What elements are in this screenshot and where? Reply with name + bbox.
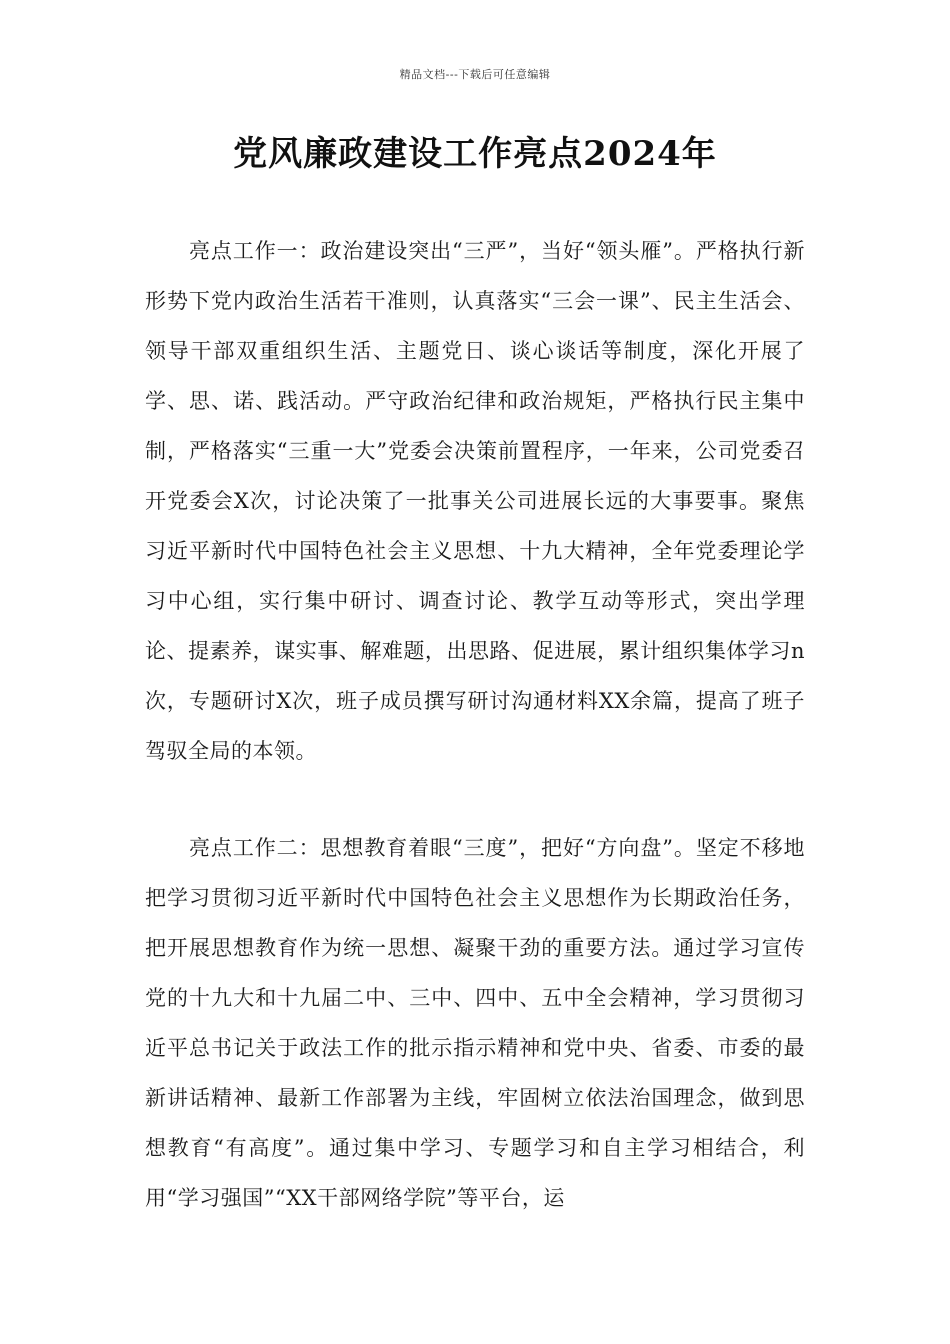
page-title: 党风廉政建设工作亮点2024年 [233, 134, 717, 174]
paragraph-highlight-one: 亮点工作一：政治建设突出“三严”，当好“领头雁”。严格执行新形势下党内政治生活若干准则，认真落实“三会一课”、民主生活会、领导干部双重组织生活、主题党日、谈心谈话等制度，深化开展了学、思、诺、践活动。严守政治纪律和政治规矩，严格执行民主集中制，严格落实“三重一大”党委会决策前置程序，一年来，公司党委召开党委会X次，讨论决策了一批事关公司进展长远的大事要事。聚焦习近平新时代中国特色社会主义思想、十九大精神，全年党委理论学习中心组，实行集中研讨、调查讨论、教学互动等形式，突出学理论、提素养，谋实事、解难题，出思路、促进展，累计组织集体学习n次，专题研讨X次，班子成员撰写研讨沟通材料XX余篇，提高了班子驾驭全局的本领。 [145, 239, 805, 763]
paragraph-highlight-two: 亮点工作二：思想教育着眼“三度”，把好“方向盘”。坚定不移地把学习贯彻习近平新时代中国特色社会主义思想作为长期政治任务，把开展思想教育作为统一思想、凝聚干劲的重要方法。通过学习宣传党的十九大和十九届二中、三中、四中、五中全会精神，学习贯彻习近平总书记关于政法工作的批示指示精神和党中央、省委、市委的最新讲话精神、最新工作部署为主线，牢固树立依法治国理念，做到思想教育“有高度”。通过集中学习、专题学习和自主学习相结合，利用“学习强国”“XX干部网络学院”等平台，运 [145, 836, 805, 1210]
header-note: 精品文档---下载后可任意编辑 [399, 68, 551, 81]
